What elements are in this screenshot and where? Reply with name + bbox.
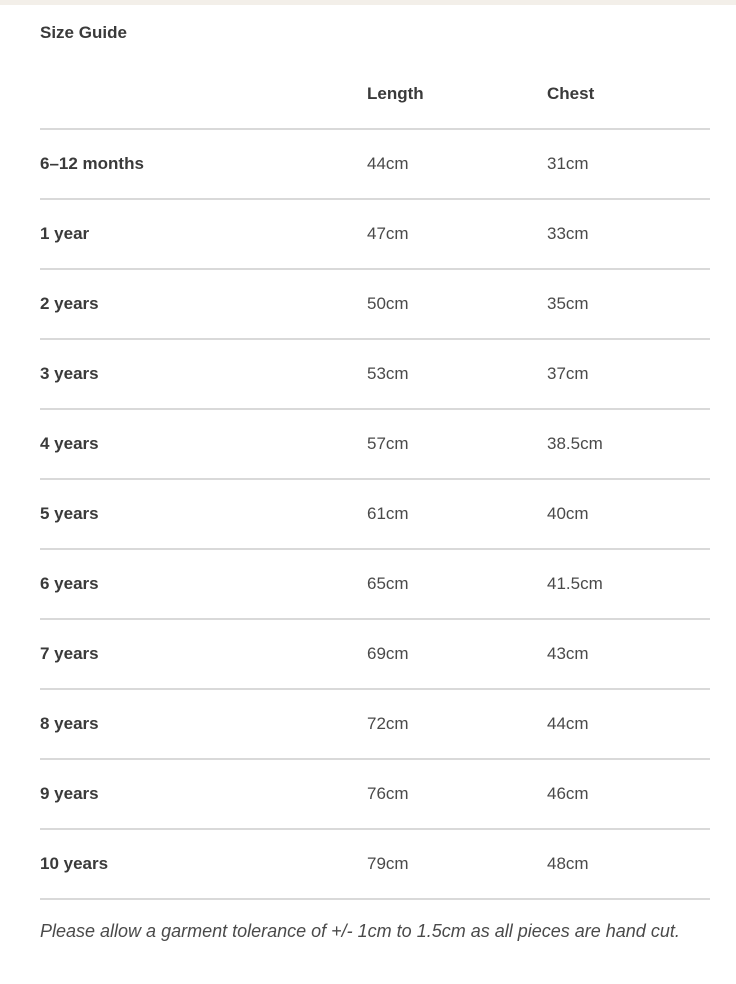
length-cell: 76cm <box>367 784 409 803</box>
size-cell: 7 years <box>40 644 99 663</box>
chest-cell: 37cm <box>547 364 589 383</box>
length-cell: 57cm <box>367 434 409 453</box>
page-title: Size Guide <box>40 23 127 42</box>
chest-cell: 33cm <box>547 224 589 243</box>
size-cell: 3 years <box>40 364 99 383</box>
table-row <box>40 829 710 899</box>
size-cell: 6 years <box>40 574 99 593</box>
size-cell: 10 years <box>40 854 109 873</box>
chest-cell: 44cm <box>547 714 589 733</box>
table-row <box>40 759 710 829</box>
size-cell: 2 years <box>40 294 99 313</box>
table-row <box>40 409 710 479</box>
length-cell: 47cm <box>367 224 409 243</box>
length-cell: 50cm <box>367 294 409 313</box>
table-header-row <box>40 59 710 129</box>
chest-column-header: Chest <box>547 59 710 129</box>
table-row <box>40 479 710 549</box>
length-cell: 44cm <box>367 154 409 173</box>
length-cell: 65cm <box>367 574 409 593</box>
size-cell: 9 years <box>40 784 99 803</box>
table-row <box>40 129 710 199</box>
chest-cell: 41.5cm <box>547 574 603 593</box>
chest-cell: 38.5cm <box>547 434 603 453</box>
chest-cell: 46cm <box>547 784 589 803</box>
table-row <box>40 199 710 269</box>
length-cell: 72cm <box>367 714 409 733</box>
length-cell: 79cm <box>367 854 409 873</box>
size-column-header <box>40 59 367 129</box>
length-cell: 61cm <box>367 504 409 523</box>
size-cell: 5 years <box>40 504 99 523</box>
size-cell: 1 year <box>40 224 90 243</box>
length-cell: 53cm <box>367 364 409 383</box>
length-cell: 69cm <box>367 644 409 663</box>
chest-cell: 31cm <box>547 154 589 173</box>
chest-cell: 35cm <box>547 294 589 313</box>
chest-cell: 40cm <box>547 504 589 523</box>
table-row <box>40 549 710 619</box>
size-cell: 8 years <box>40 714 99 733</box>
chest-cell: 43cm <box>547 644 589 663</box>
table-row <box>40 619 710 689</box>
top-border <box>0 0 736 5</box>
size-cell: 6–12 months <box>40 154 144 173</box>
chest-cell: 48cm <box>547 854 589 873</box>
size-cell: 4 years <box>40 434 99 453</box>
tolerance-note: Please allow a garment tolerance of +/- 1cm to 1.5cm as all pieces are hand cut. <box>40 921 680 941</box>
table-row <box>40 689 710 759</box>
length-column-header: Length <box>367 59 547 129</box>
table-row <box>40 339 710 409</box>
size-table <box>40 59 710 900</box>
table-row <box>40 269 710 339</box>
